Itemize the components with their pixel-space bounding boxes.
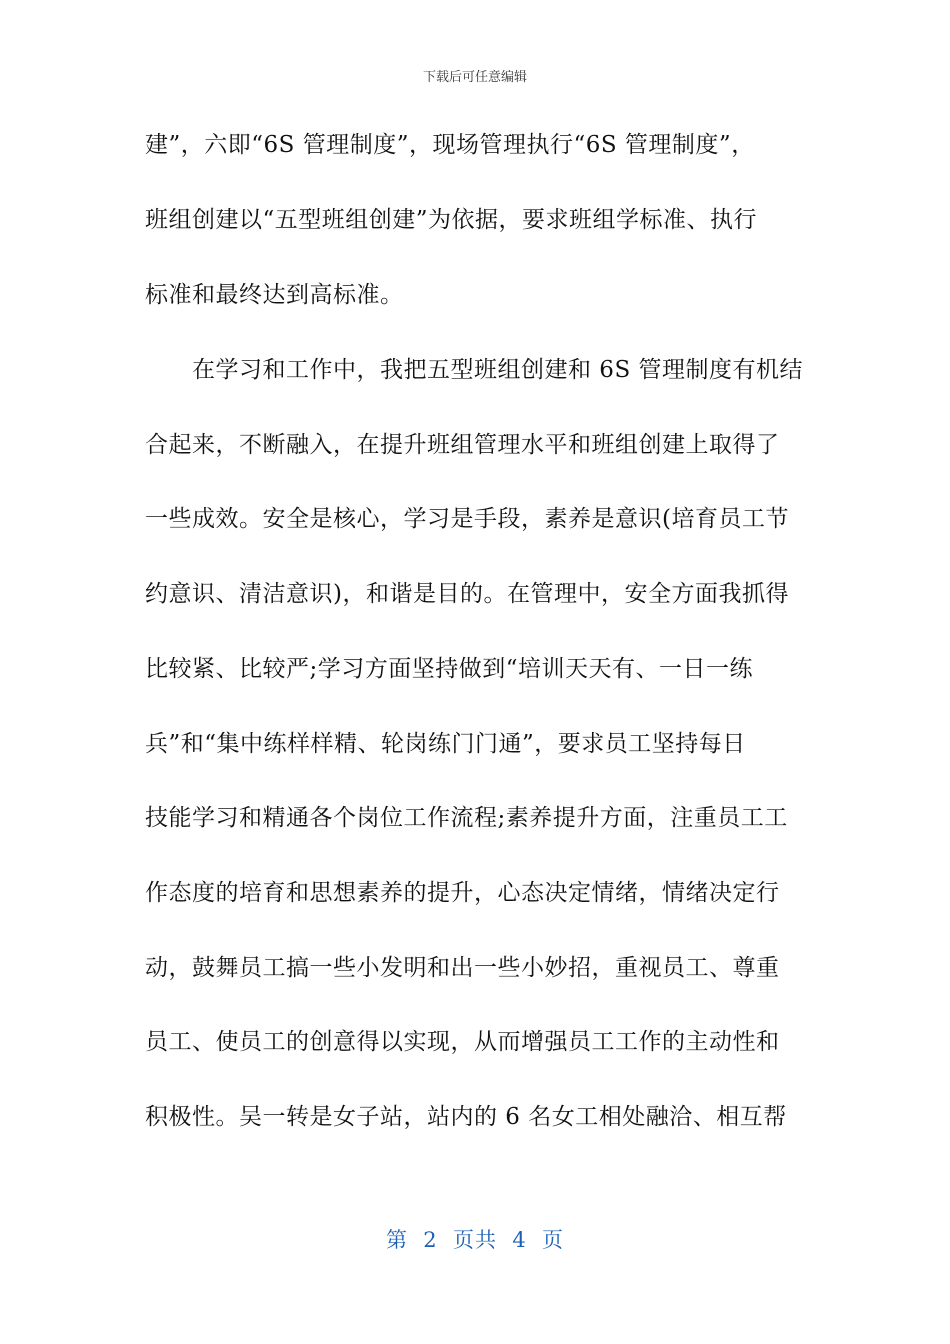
page-number-footer — [0, 1224, 950, 1254]
text-line: 积极性。吴一转是女子站，站内的 6 名女工相处融洽、相互帮 — [145, 1104, 787, 1130]
text-line: 合起来，不断融入，在提升班组管理水平和班组创建上取得了 — [145, 432, 780, 458]
text-line: 作态度的培育和思想素养的提升，心态决定情绪，情绪决定行 — [145, 880, 780, 906]
page-header-note: 下载后可任意编辑 — [422, 70, 527, 85]
text-line: 员工、使员工的创意得以实现，从而增强员工工作的主动性和 — [145, 1029, 780, 1055]
text-line: 技能学习和精通各个岗位工作流程;素养提升方面，注重员工工 — [145, 805, 788, 831]
text-line: 标准和最终达到高标准。 — [145, 282, 404, 308]
page-number-text: 第 2 页共 4 页 — [385, 1228, 565, 1252]
paragraph-first-line: 在学习和工作中，我把五型班组创建和 6S 管理制度有机结 — [192, 357, 804, 383]
text-line: 兵”和“集中练样样精、轮岗练门门通”，要求员工坚持每日 — [145, 731, 746, 757]
text-line: 建”，六即“6S 管理制度”，现场管理执行“6S 管理制度”， — [145, 132, 755, 158]
text-line: 一些成效。安全是核心，学习是手段，素养是意识(培育员工节 — [145, 506, 789, 532]
text-line: 班组创建以“五型班组创建”为依据，要求班组学标准、执行 — [145, 207, 758, 233]
text-line: 比较紧、比较严;学习方面坚持做到“培训天天有、一日一练 — [145, 656, 754, 682]
text-line: 约意识、清洁意识)，和谐是目的。在管理中，安全方面我抓得 — [145, 581, 789, 607]
text-line: 动，鼓舞员工搞一些小发明和出一些小妙招，重视员工、尊重 — [145, 955, 780, 981]
